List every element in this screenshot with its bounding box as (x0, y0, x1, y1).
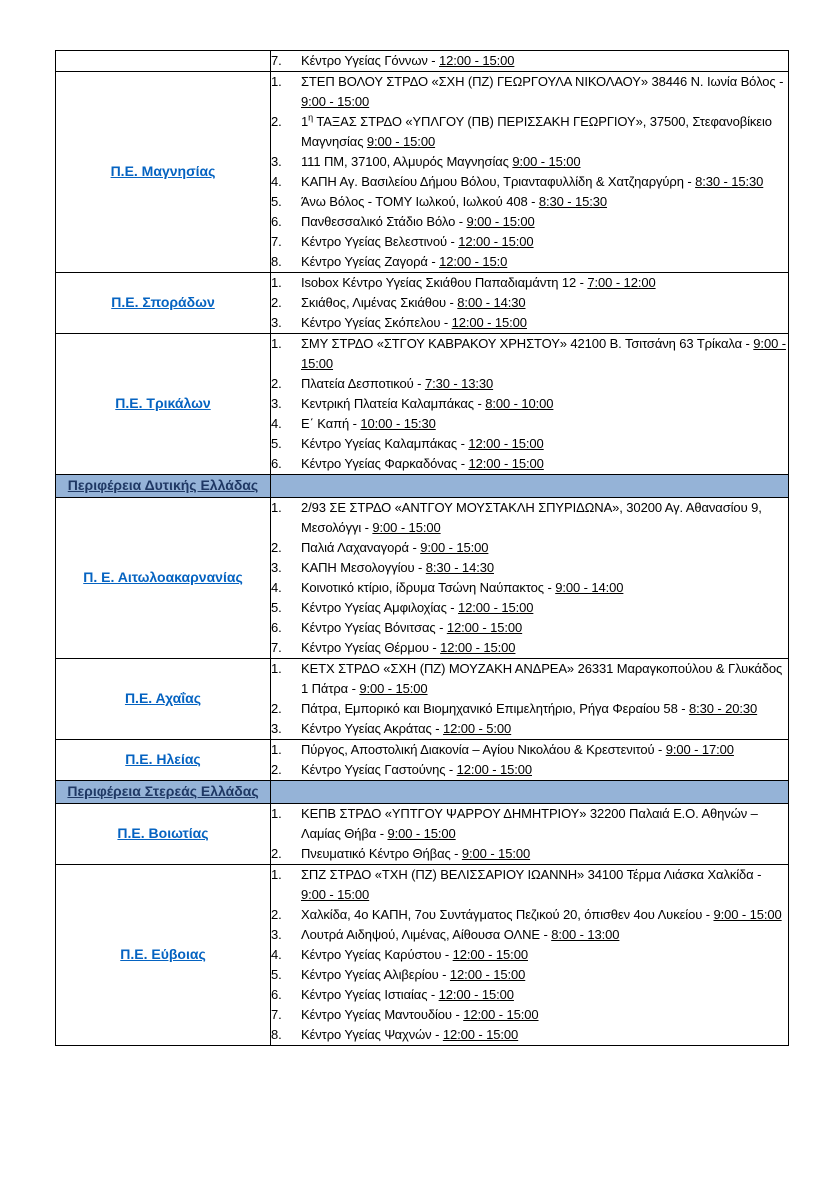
location-item (271, 152, 788, 172)
item-number: 2. (271, 701, 282, 716)
region-table (55, 50, 789, 1046)
location-item (271, 804, 788, 844)
location-item (271, 945, 788, 965)
item-text-segment: Πανθεσσαλικό Στάδιο Βόλο - (301, 214, 467, 229)
region-row (56, 865, 789, 1046)
item-text-segment: Κέντρο Υγείας Ιστιαίας - (301, 987, 439, 1002)
item-number: 1. (271, 336, 282, 351)
item-text-segment: Κέντρο Υγείας Γαστούνης - (301, 762, 457, 777)
location-item (271, 865, 788, 905)
time-range: 7:30 - 13:30 (424, 376, 494, 391)
locations-cell (271, 659, 789, 740)
item-number: 4. (271, 580, 282, 595)
item-text (301, 538, 788, 558)
time-range: 12:00 - 15:00 (468, 456, 544, 471)
item-text-segment: Κέντρο Υγείας Αλιβερίου - (301, 967, 450, 982)
item-text (301, 985, 788, 1005)
item-number: 8. (271, 254, 282, 269)
item-text (301, 252, 788, 272)
time-range: 9:00 - 15:00 (512, 154, 581, 169)
item-text-segment: Σκιάθος, Λιμένας Σκιάθου - (301, 295, 458, 310)
item-text-segment: Χαλκίδα, 4ο ΚΑΠΗ, 7ου Συντάγματος Πεζικού 20, όπισθεν 4ου Λυκείου - (301, 907, 714, 922)
time-range: 8:00 - 10:00 (485, 396, 554, 411)
item-text-segment: Πλατεία Δεσποτικού - (301, 376, 425, 391)
location-item (271, 659, 788, 699)
time-range: 12:00 - 15:00 (438, 987, 514, 1002)
location-item (271, 334, 788, 374)
item-number: 6. (271, 214, 282, 229)
location-item (271, 394, 788, 414)
item-text (301, 498, 788, 538)
location-item (271, 538, 788, 558)
region-link[interactable]: Π.Ε. Εύβοιας (120, 946, 206, 962)
item-text-segment: Κέντρο Υγείας Ζαγορά - (301, 254, 440, 269)
location-item (271, 618, 788, 638)
time-range: 12:00 - 15:00 (440, 640, 516, 655)
time-range: 10:00 - 15:30 (360, 416, 436, 431)
item-text-segment: ΚΑΠΗ Μεσολογγίου - (301, 560, 426, 575)
item-text-segment: Κέντρο Υγείας Θέρμου - (301, 640, 441, 655)
time-range: 12:00 - 15:00 (442, 1027, 519, 1042)
location-item (271, 558, 788, 578)
item-text (301, 293, 788, 313)
item-number: 2. (271, 846, 282, 861)
item-number: 2. (271, 114, 282, 129)
item-number: 1. (271, 742, 282, 757)
time-range: 12:00 - 15:00 (456, 762, 532, 777)
time-range: 12:00 - 15:00 (468, 436, 544, 451)
locations-cell (271, 865, 789, 1046)
item-text (301, 414, 788, 434)
region-row (56, 273, 789, 334)
time-range: 9:00 - 15:00 (301, 336, 786, 371)
item-number: 3. (271, 396, 282, 411)
item-text-segment: Πάτρα, Εμπορικό και Βιομηχανικό Επιμελητήριο, Ρήγα Φεραίου 58 - (301, 701, 689, 716)
region-name-cell (56, 804, 271, 865)
item-text (301, 72, 788, 112)
time-range: 9:00 - 15:00 (366, 134, 436, 149)
item-text (301, 804, 788, 844)
locations-cell (271, 740, 789, 781)
item-text-segment: ΣΤΕΠ ΒΟΛΟΥ ΣΤΡΔΟ «ΣΧΗ (ΠΖ) ΓΕΩΡΓΟΥΛΑ ΝΙΚΟΛΑΟΥ» 38446 Ν. Ιωνία Βόλος - (301, 74, 784, 89)
item-text (301, 212, 788, 232)
item-text-segment: Παλιά Λαχαναγορά - (301, 540, 421, 555)
item-text-segment: ΚΑΠΗ Αγ. Βασιλείου Δήμου Βόλου, Τριανταφυλλίδη & Χατζηαργύρη - (301, 174, 696, 189)
location-item (271, 578, 788, 598)
item-number: 1. (271, 500, 282, 515)
time-range: 9:00 - 15:00 (387, 826, 456, 841)
item-text (301, 434, 788, 454)
item-text-segment: Κέντρο Υγείας Σκόπελου - (301, 315, 452, 330)
item-number: 3. (271, 154, 282, 169)
item-number: 5. (271, 194, 282, 209)
item-number: 4. (271, 416, 282, 431)
locations-cell (271, 804, 789, 865)
item-number: 4. (271, 947, 282, 962)
location-item (271, 1025, 788, 1045)
band-empty-cell (271, 475, 789, 498)
region-name-cell (56, 498, 271, 659)
region-name-cell (56, 334, 271, 475)
region-name-cell (56, 659, 271, 740)
item-text (301, 945, 788, 965)
item-number: 2. (271, 762, 282, 777)
item-text (301, 740, 788, 760)
item-text-segment: 111 ΠΜ, 37100, Αλμυρός Μαγνησίας (301, 154, 513, 169)
item-text (301, 719, 788, 739)
time-range: 12:00 - 15:00 (451, 315, 527, 330)
item-text-segment: ΚΕΠΒ ΣΤΡΔΟ «ΥΠΤΓΟΥ ΨΑΡΡΟΥ ΔΗΜΗΤΡΙΟΥ» 32200 Παλαιά Ε.Ο. Αθηνών – Λαμίας Θήβα - (301, 806, 758, 841)
item-number: 7. (271, 1007, 282, 1022)
item-text-segment: ΚΕΤΧ ΣΤΡΔΟ «ΣΧΗ (ΠΖ) ΜΟΥΖΑΚΗ ΑΝΔΡΕΑ» 26331 Μαραγκοπούλου & Γλυκάδος 1 Πάτρα - (301, 661, 783, 696)
item-number: 3. (271, 315, 282, 330)
item-number: 3. (271, 721, 282, 736)
location-item (271, 498, 788, 538)
item-text (301, 1005, 788, 1025)
location-item (271, 965, 788, 985)
time-range: 12:00 - 15:00 (458, 234, 534, 249)
item-number: 7. (271, 640, 282, 655)
location-item (271, 844, 788, 864)
time-range: 12:00 - 15:00 (452, 947, 528, 962)
time-range: 8:30 - 20:30 (688, 701, 758, 716)
time-range: 9:00 - 15:00 (359, 681, 428, 696)
location-item (271, 293, 788, 313)
region-link[interactable]: Π.Ε. Βοιωτίας (117, 825, 209, 841)
item-text-segment: Κέντρο Υγείας Γόννων - (301, 53, 440, 68)
region-row (56, 334, 789, 475)
item-text-segment: Κέντρο Υγείας Καλαμπάκας - (301, 436, 469, 451)
item-text (301, 112, 788, 152)
item-text (301, 618, 788, 638)
item-text (301, 334, 788, 374)
band-label: Περιφέρεια Στερεάς Ελλάδας (67, 783, 259, 799)
item-number: 6. (271, 620, 282, 635)
time-range: 9:00 - 15:00 (301, 94, 370, 109)
item-text-segment: Λουτρά Αιδηψού, Λιμένας, Αίθουσα ΟΛΝΕ - (301, 927, 552, 942)
time-range: 8:30 - 15:30 (538, 194, 608, 209)
item-text-segment: Κοινοτικό κτίριο, ίδρυμα Τσώνη Ναύπακτος - (301, 580, 556, 595)
time-range: 12:00 - 15:00 (463, 1007, 539, 1022)
time-range: 12:00 - 15:00 (439, 53, 515, 68)
location-item (271, 72, 788, 112)
band-row (56, 475, 789, 498)
region-link[interactable]: Π.Ε. Τρικάλων (115, 395, 211, 411)
band-label-cell (56, 475, 271, 498)
location-item (271, 760, 788, 780)
item-number: 2. (271, 540, 282, 555)
item-text-segment: Κέντρο Υγείας Βελεστινού - (301, 234, 459, 249)
item-text-segment: ΤΑΞΑΣ ΣΤΡΔΟ «ΥΠΛΓΟΥ (ΠΒ) ΠΕΡΙΣΣΑΚΗ ΓΕΩΡΓΙΟΥ», 37500, Στεφανοβίκειο Μαγνησίας (301, 114, 772, 149)
item-text (301, 558, 788, 578)
item-number: 2. (271, 376, 282, 391)
band-row (56, 781, 789, 804)
time-range: 9:00 - 17:00 (665, 742, 734, 757)
location-item (271, 985, 788, 1005)
locations-cell (271, 273, 789, 334)
item-text (301, 374, 788, 394)
time-range: 12:00 - 5:00 (442, 721, 512, 736)
locations-cell (271, 72, 789, 273)
region-row (56, 804, 789, 865)
item-text (301, 598, 788, 618)
item-number: 5. (271, 600, 282, 615)
item-text (301, 844, 788, 864)
item-text (301, 925, 788, 945)
location-item (271, 374, 788, 394)
band-label-cell (56, 781, 271, 804)
region-row (56, 51, 789, 72)
time-range: 9:00 - 15:00 (466, 214, 535, 229)
locations-cell (271, 51, 789, 72)
band-empty-cell (271, 781, 789, 804)
item-text (301, 152, 788, 172)
item-text-segment: Κέντρο Υγείας Αμφιλοχίας - (301, 600, 459, 615)
item-text (301, 192, 788, 212)
region-name-cell (56, 51, 271, 72)
region-row (56, 498, 789, 659)
location-item (271, 905, 788, 925)
location-item (271, 699, 788, 719)
region-row (56, 659, 789, 740)
item-text-segment: ΣΜΥ ΣΤΡΔΟ «ΣΤΓΟΥ ΚΑΒΡΑΚΟΥ ΧΡΗΣΤΟΥ» 42100 Β. Τσιτσάνη 63 Τρίκαλα - (301, 336, 754, 351)
location-item (271, 1005, 788, 1025)
item-number: 3. (271, 560, 282, 575)
item-text (301, 232, 788, 252)
item-text-segment: Isobox Κέντρο Υγείας Σκιάθου Παπαδιαμάντη 12 - (301, 275, 588, 290)
item-text (301, 313, 788, 333)
location-item (271, 414, 788, 434)
item-text-superscript: η (308, 112, 314, 123)
location-item (271, 112, 788, 152)
location-item (271, 212, 788, 232)
region-link[interactable]: Π.Ε. Ηλείας (125, 751, 201, 767)
region-row (56, 740, 789, 781)
item-number: 1. (271, 806, 282, 821)
time-range: 7:00 - 12:00 (587, 275, 656, 290)
item-text (301, 699, 788, 719)
item-text-segment: ΣΠΖ ΣΤΡΔΟ «ΤΧΗ (ΠΖ) ΒΕΛΙΣΣΑΡΙΟΥ ΙΩΑΝΝΗ» 34100 Τέρμα Λιάσκα Χαλκίδα - (301, 867, 762, 882)
item-text (301, 659, 788, 699)
location-item (271, 192, 788, 212)
region-link[interactable]: Π. Ε. Αιτωλοακαρνανίας (83, 569, 243, 585)
item-number: 3. (271, 927, 282, 942)
item-text (301, 905, 788, 925)
item-number: 1. (271, 867, 282, 882)
location-item (271, 313, 788, 333)
location-item (271, 719, 788, 739)
item-text (301, 51, 788, 71)
item-text-segment: 2/93 ΣΕ ΣΤΡΔΟ «ΑΝΤΓΟΥ ΜΟΥΣΤΑΚΛΗ ΣΠΥΡΙΔΩΝΑ», 30200 Αγ. Αθανασίου 9, Μεσολόγγι - (301, 500, 762, 535)
region-link[interactable]: Π.Ε. Μαγνησίας (110, 163, 216, 179)
item-text (301, 578, 788, 598)
location-item (271, 51, 788, 71)
location-item (271, 925, 788, 945)
time-range: 9:00 - 15:00 (301, 887, 370, 902)
time-range: 9:00 - 15:00 (420, 540, 489, 555)
time-range: 9:00 - 15:00 (372, 520, 441, 535)
item-number: 5. (271, 436, 282, 451)
time-range: 9:00 - 14:00 (555, 580, 624, 595)
item-number: 8. (271, 1027, 282, 1042)
time-range: 8:30 - 14:30 (425, 560, 494, 575)
region-name-cell (56, 273, 271, 334)
location-item (271, 434, 788, 454)
item-text-segment: 1 (301, 114, 309, 129)
item-text-segment: Άνω Βόλος - ΤΟΜΥ Ιωλκού, Ιωλκού 408 - (301, 194, 539, 209)
time-range: 12:00 - 15:00 (449, 967, 526, 982)
item-text (301, 1025, 788, 1045)
band-label: Περιφέρεια Δυτικής Ελλάδας (67, 477, 259, 493)
item-text-segment: Κέντρο Υγείας Ακράτας - (301, 721, 443, 736)
item-number: 1. (271, 661, 282, 676)
item-text-segment: Κέντρο Υγείας Ψαχνών - (301, 1027, 443, 1042)
time-range: 8:30 - 15:30 (695, 174, 764, 189)
region-name-cell (56, 740, 271, 781)
item-text (301, 965, 788, 985)
item-text-segment: Κέντρο Υγείας Μαντουδίου - (301, 1007, 464, 1022)
locations-cell (271, 498, 789, 659)
item-number: 5. (271, 967, 282, 982)
item-number: 6. (271, 987, 282, 1002)
item-number: 4. (271, 174, 282, 189)
location-item (271, 273, 788, 293)
item-number: 6. (271, 456, 282, 471)
item-number: 1. (271, 74, 282, 89)
item-text (301, 865, 788, 905)
item-text-segment: Κέντρο Υγείας Καρύστου - (301, 947, 453, 962)
item-text-segment: Πύργος, Αποστολική Διακονία – Αγίου Νικολάου & Κρεστενιτού - (301, 742, 666, 757)
item-number: 1. (271, 275, 282, 290)
time-range: 8:00 - 13:00 (551, 927, 620, 942)
location-item (271, 740, 788, 760)
item-text (301, 760, 788, 780)
region-link[interactable]: Π.Ε. Σποράδων (111, 294, 215, 310)
region-name-cell (56, 865, 271, 1046)
item-text (301, 394, 788, 414)
item-text (301, 638, 788, 658)
time-range: 12:00 - 15:00 (458, 600, 534, 615)
item-text-segment: Πνευματικό Κέντρο Θήβας - (301, 846, 462, 861)
item-text (301, 172, 788, 192)
item-text-segment: Κεντρική Πλατεία Καλαμπάκας - (301, 396, 486, 411)
region-name-cell (56, 72, 271, 273)
location-item (271, 454, 788, 474)
item-number: 2. (271, 295, 282, 310)
region-table-body (56, 51, 789, 1046)
locations-cell (271, 334, 789, 475)
item-number: 7. (271, 53, 282, 68)
item-number: 2. (271, 907, 282, 922)
location-item (271, 598, 788, 618)
time-range: 8:00 - 14:30 (457, 295, 526, 310)
time-range: 9:00 - 15:00 (713, 907, 782, 922)
item-text (301, 273, 788, 293)
time-range: 12:00 - 15:00 (446, 620, 523, 635)
item-text-segment: Ε΄ Καπή - (301, 416, 361, 431)
location-item (271, 252, 788, 272)
item-number: 7. (271, 234, 282, 249)
location-item (271, 638, 788, 658)
location-item (271, 172, 788, 192)
region-row (56, 72, 789, 273)
item-text (301, 454, 788, 474)
item-text-segment: Κέντρο Υγείας Φαρκαδόνας - (301, 456, 469, 471)
region-link[interactable]: Π.Ε. Αχαΐας (124, 690, 202, 706)
location-item (271, 232, 788, 252)
item-text-segment: Κέντρο Υγείας Βόνιτσας - (301, 620, 447, 635)
time-range: 9:00 - 15:00 (461, 846, 531, 861)
time-range: 12:00 - 15:0 (439, 254, 508, 269)
